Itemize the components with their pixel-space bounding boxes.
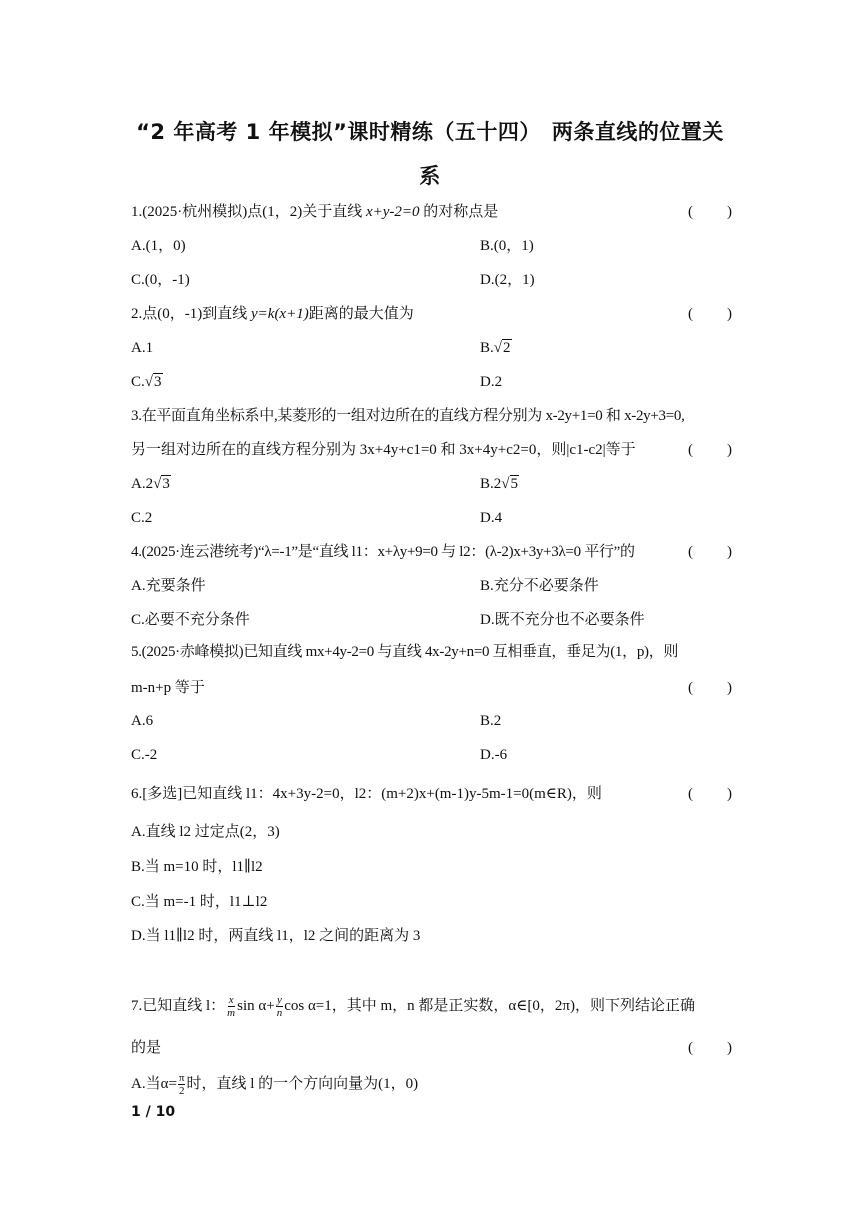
q1-option-a: A.(1，0) xyxy=(131,238,186,254)
sqrt-symbol: √3 xyxy=(144,374,162,390)
page-title: “2 年高考 1 年模拟”课时精练（五十四） 两条直线的位置关 xyxy=(136,120,724,144)
q3-option-a: A.2√3 xyxy=(131,476,170,492)
question-5-line-2: m-n+p 等于 xyxy=(131,680,205,696)
fraction-pi-over-2: $\frac{\pi}{2}$ xyxy=(178,1072,185,1097)
q1-option-d: D.(2，1) xyxy=(480,272,535,288)
question-7-line-1: 7.已知直线 l： $\frac{x}{m}$ sin α+ $\frac{y}{n}$ cos α=1，其中 m，n 都是正实数，α∈[0，2π)，则下列结论正确 xyxy=(131,994,695,1019)
q6-option-c: C.当 m=-1 时，l1⊥l2 xyxy=(131,894,268,910)
q2-option-d: D.2 xyxy=(480,374,503,390)
q4-option-a: A.充要条件 xyxy=(131,578,206,594)
q3-option-d: D.4 xyxy=(480,510,503,526)
sqrt-symbol: √2 xyxy=(493,340,511,356)
question-7-line-2: 的是 xyxy=(131,1040,162,1056)
page-title-continued: 系 xyxy=(419,164,441,188)
answer-bracket-6: ( ) xyxy=(688,786,732,802)
q3-option-b: B.2√5 xyxy=(480,476,518,492)
q2-option-a: A.1 xyxy=(131,340,154,356)
page-number: 1 / 10 xyxy=(131,1104,176,1120)
q3-option-c: C.2 xyxy=(131,510,153,526)
q2-option-b: B.√2 xyxy=(480,340,511,356)
question-5-line-1: 5.(2025·赤峰模拟)已知直线 mx+4y-2=0 与直线 4x-2y+n=0 互相垂直，垂足为(1，p)，则 xyxy=(131,644,679,660)
question-3-line-1: 3.在平面直角坐标系中,某菱形的一组对边所在的直线方程分别为 x-2y+1=0 和 x-2y+3=0, xyxy=(131,408,685,424)
answer-bracket-3: ( ) xyxy=(688,442,732,458)
question-4-stem: 4.(2025·连云港统考)“λ=-1”是“直线 l1：x+λy+9=0 与 l2：(λ-2)x+3y+3λ=0 平行”的 xyxy=(131,544,635,560)
answer-bracket-5: ( ) xyxy=(688,680,732,696)
q1-option-c: C.(0，-1) xyxy=(131,272,190,288)
q5-option-d: D.-6 xyxy=(480,747,508,763)
q6-option-d: D.当 l1∥l2 时，两直线 l1，l2 之间的距离为 3 xyxy=(131,928,421,944)
q5-option-a: A.6 xyxy=(131,713,154,729)
q5-option-b: B.2 xyxy=(480,713,502,729)
fraction-x-over-m: $\frac{x}{m}$ xyxy=(227,994,236,1019)
question-1-stem: 1.(2025·杭州模拟)点(1，2)关于直线 x+y-2=0 的对称点是 xyxy=(131,204,499,220)
question-2-stem: 2.点(0，-1)到直线 y=k(x+1)距离的最大值为 xyxy=(131,306,414,322)
q1-option-b: B.(0，1) xyxy=(480,238,534,254)
question-3-line-2: 另一组对边所在的直线方程分别为 3x+4y+c1=0 和 3x+4y+c2=0，则|c1-c2|等于 xyxy=(131,442,636,458)
q7-option-a: A.当α= $\frac{\pi}{2}$ 时，直线 l 的一个方向向量为(1，0) xyxy=(131,1072,419,1097)
q2-option-c: C.√3 xyxy=(131,374,162,390)
question-6-stem: 6.[多选]已知直线 l1：4x+3y-2=0，l2：(m+2)x+(m-1)y-5m-1=0(m∈R)，则 xyxy=(131,786,602,802)
q4-option-d: D.既不充分也不必要条件 xyxy=(480,612,645,628)
answer-bracket-2: ( ) xyxy=(688,306,732,322)
q4-option-c: C.必要不充分条件 xyxy=(131,612,250,628)
q4-option-b: B.充分不必要条件 xyxy=(480,578,599,594)
answer-bracket-4: ( ) xyxy=(688,544,732,560)
q6-option-a: A.直线 l2 过定点(2，3) xyxy=(131,824,280,840)
sqrt-symbol: √5 xyxy=(501,476,518,492)
q6-option-b: B.当 m=10 时，l1∥l2 xyxy=(131,859,263,875)
answer-bracket-7: ( ) xyxy=(688,1040,732,1056)
q5-option-c: C.-2 xyxy=(131,747,158,763)
answer-bracket-1: ( ) xyxy=(688,204,732,220)
sqrt-symbol: √3 xyxy=(153,476,170,492)
fraction-y-over-n: $\frac{y}{n}$ xyxy=(276,994,283,1019)
